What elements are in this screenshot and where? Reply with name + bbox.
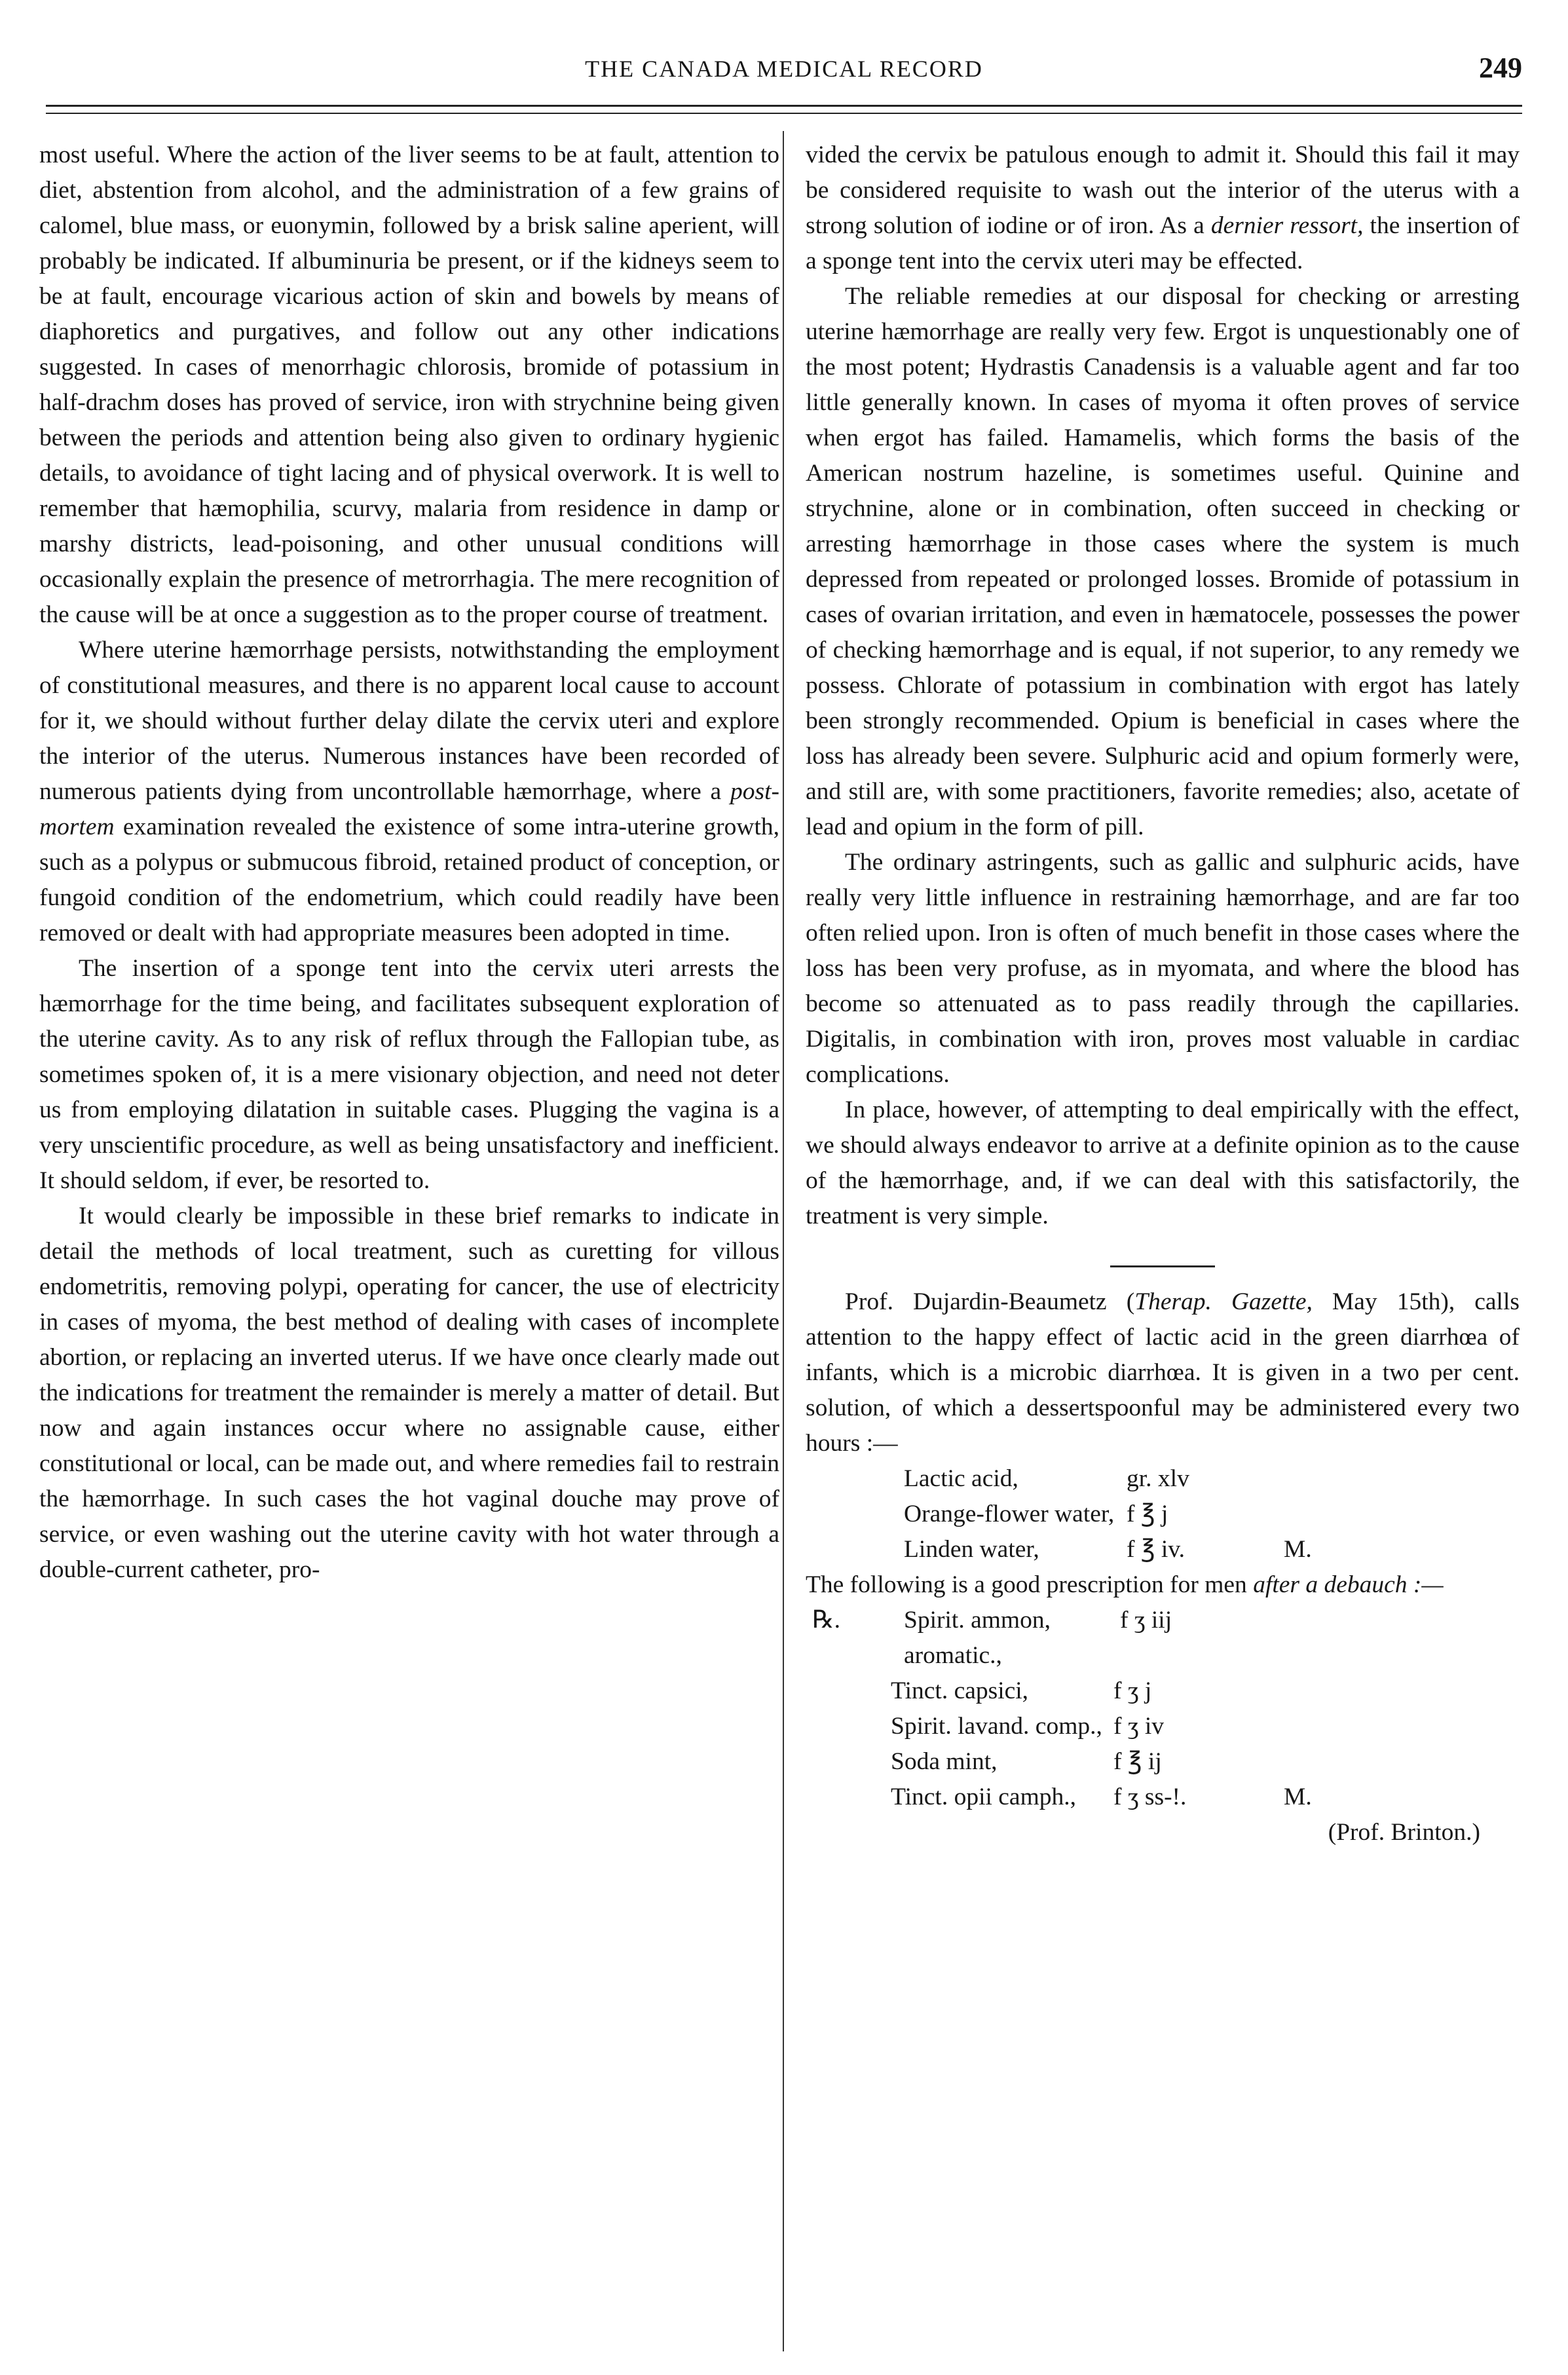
section-separator [1110,1265,1215,1267]
paragraph: In place, however, of attempting to deal empirically with the effect, we should always endeavor to arrive at a definite opinion as to the cause of the hæmorrhage, and, if we can deal with this satisfactorily, the treatment is very simple. [806,1096,1520,1229]
dose: f ℥ j [1127,1501,1168,1527]
dose: f ʒ iij [1120,1607,1172,1634]
prescription-line [806,1603,1520,1674]
header-rule [46,105,1522,107]
paragraph: most useful. Where the action of the liver seems to be at fault, attention to diet, abstention from alcohol, and the administration of a few grains of calomel, blue mass, or euonymin, followed by a brisk saline aperient, will probably be indicated. If albuminuria be present, or if the kidneys seem to be at fault, encourage vicarious action of skin and bowels by means of diaphoretics and purgatives, and follow out any other indications suggested. In cases of menorrhagic chlorosis, bromide of potassium in half-drachm doses has proved of service, iron with strychnine being given between the periods and attention being also given to ordinary hygienic details, to avoidance of tight lacing and of physical overwork. It is well to remember that hæmophilia, scurvy, malaria from residence in damp or marshy districts, lead-poisoning, and other unusual conditions will occasionally explain the presence of metrorrhagia. The mere recognition of the cause will be at once a suggestion as to the proper course of treatment. [39,141,779,628]
recipe-symbol: ℞. [812,1607,840,1634]
paragraph: The ordinary astringents, such as gallic and sulphuric acids, have really very little influence in restraining hæmorrhage, and are far too often relied upon. Iron is often of much benefit in those cases where the loss has been very profuse, as in myomata, and where the blood has become so attenuated as to pass readily through the capillaries. Digitalis, in combination with iron, proves most valuable in cardiac complications. [806,849,1520,1088]
paragraph [806,1567,1520,1603]
ingredient: Lactic acid, [904,1465,1018,1492]
text-run: the insertion of a sponge tent into the cervix uteri may be effected. [806,212,1520,274]
text-run: Where uterine hæmorrhage persists, notwithstanding the employment of constitutional measures, and there is no apparent local cause to account for it, we should without further delay dilate the cervix uteri and explore the interior of the uterus. Numerous instances have been recorded of numerous patients dying from uncontrollable hæmorrhage, where a [39,637,779,805]
mix-mark [1284,1674,1349,1709]
paragraph: The insertion of a sponge tent into the cervix uteri arrests the hæmorrhage for the time being, and facilitates subsequent exploration of the uterine cavity. As to any risk of reflux through the Fallopian tube, as sometimes spoken of, it is a mere visionary objection, and need not deter us from employing dilatation in suitable cases. Plugging the vagina is a very unscientific procedure, as well as being unsatisfactory and inefficient. It should seldom, if ever, be resorted to. [39,955,779,1194]
prescription-debauch [806,1603,1520,1850]
prescription-line [806,1744,1520,1780]
dose: f ʒ j [1113,1677,1152,1704]
ingredient: Orange-flower water, [904,1501,1115,1527]
prescription-line [806,1461,1520,1497]
paragraph: The reliable remedies at our disposal for checking or arresting uterine hæmorrhage are really very few. Ergot is unquestionably one of the most potent; Hydrastis Canadensis is a valuable agent and far too little generally known. In cases of myoma it often proves of service when ergot has failed. Hamamelis, which forms the basis of the American nostrum hazeline, is sometimes useful. Quinine and strychnine, alone or in combination, often succeed in checking or arresting hæmorrhage in those cases where the system is much depressed from repeated or prolonged losses. Bromide of potassium in cases of ovarian irritation, and even in hæmatocele, possesses the power of checking hæmorrhage and is equal, if not superior, to any remedy we possess. Chlorate of potassium in combination with ergot has lately been strongly recommended. Opium is beneficial in cases where the loss has already been severe. Sulphuric acid and opium formerly were, and still are, with some practitioners, favorite remedies; also, acetate of lead and opium in the form of pill. [806,283,1520,840]
mix-mark [1290,1603,1356,1674]
page-header [39,52,1529,94]
dose: f ʒ ss-!. [1113,1784,1187,1810]
text-run: May 15th), calls attention to the happy effect of lactic acid in the green diarrhœa of infants, which is a microbic diarrhœa. It is given in a two per cent. solution, of which a dessertspoonful may be administered every two hours :— [806,1288,1520,1457]
paragraph: It would clearly be impossible in these brief remarks to indicate in detail the methods of local treatment, such as curetting for villous endometritis, removing polypi, operating for cancer, the use of electricity in cases of myoma, the best method of dealing with cases of incomplete abortion, or replacing an inverted uterus. If we have once clearly made out the indications for treatment the remainder is merely a matter of detail. But now and again instances occur where no assignable cause, either constitutional or local, can be made out, and where remedies fail to restrain the hæmorrhage. In such cases the hot vaginal douche may prove of service, or even washing out the uterine cavity with hot water through a double-current catheter, pro- [39,1203,779,1583]
italic-term: dernier ressort, [1210,212,1364,239]
ingredient: Spirit. ammon, aromatic., [904,1607,1051,1669]
text-run: examination revealed the existence of some intra-uterine growth, such as a polypus or submucous fibroid, retained product of conception, or fungoid condition of the endometrium, which could readily have been removed or dealt with had appropriate measures been adopted in time. [39,813,779,946]
paragraph [39,633,779,951]
ingredient: Linden water, [904,1536,1039,1563]
italic-term: post-mortem [39,778,779,840]
prescription-line [806,1709,1520,1744]
left-column [39,138,779,1588]
dose: f ℥ ij [1113,1748,1162,1775]
right-column [806,138,1520,1850]
prescription-lactic [806,1461,1520,1567]
dose: gr. xlv [1127,1465,1189,1492]
prescription-line [806,1674,1520,1709]
text-run: Prof. Dujardin-Beaumetz ( [845,1288,1135,1315]
page-number: 249 [1479,52,1522,84]
mix-mark [1284,1744,1349,1780]
italic-phrase: after a debauch :— [1253,1571,1444,1598]
mix-mark: M. [1284,1784,1312,1810]
text-run: vided the cervix be patulous enough to admit it. Should this fail it may be considered requisite to wash out the interior of the uterus with a strong solution of iodine or of iron. As a [806,141,1520,239]
text-run: The following is a good prescription for men [806,1571,1254,1598]
dose: f ℥ iv. [1127,1536,1185,1563]
running-title: THE CANADA MEDICAL RECORD [585,56,983,82]
mix-mark [1284,1497,1349,1532]
ingredient: Soda mint, [891,1748,998,1775]
ingredient: Tinct. opii camph., [891,1784,1076,1810]
italic-citation: Therap. Gazette, [1134,1288,1313,1315]
ingredient: Tinct. capsici, [891,1677,1029,1704]
dose: f ʒ iv [1113,1713,1165,1740]
prescription-line [806,1780,1520,1815]
prescription-line [806,1497,1520,1532]
prescription-line [806,1532,1520,1567]
mix-mark [1284,1461,1349,1497]
paragraph [806,1284,1520,1461]
mix-mark [1284,1709,1349,1744]
prescription-credit: (Prof. Brinton.) [1328,1819,1480,1846]
paragraph [806,138,1520,279]
column-divider [783,131,784,2351]
ingredient: Spirit. lavand. comp., [891,1713,1102,1740]
mix-mark: M. [1284,1536,1312,1563]
header-rule-thin [46,113,1522,114]
